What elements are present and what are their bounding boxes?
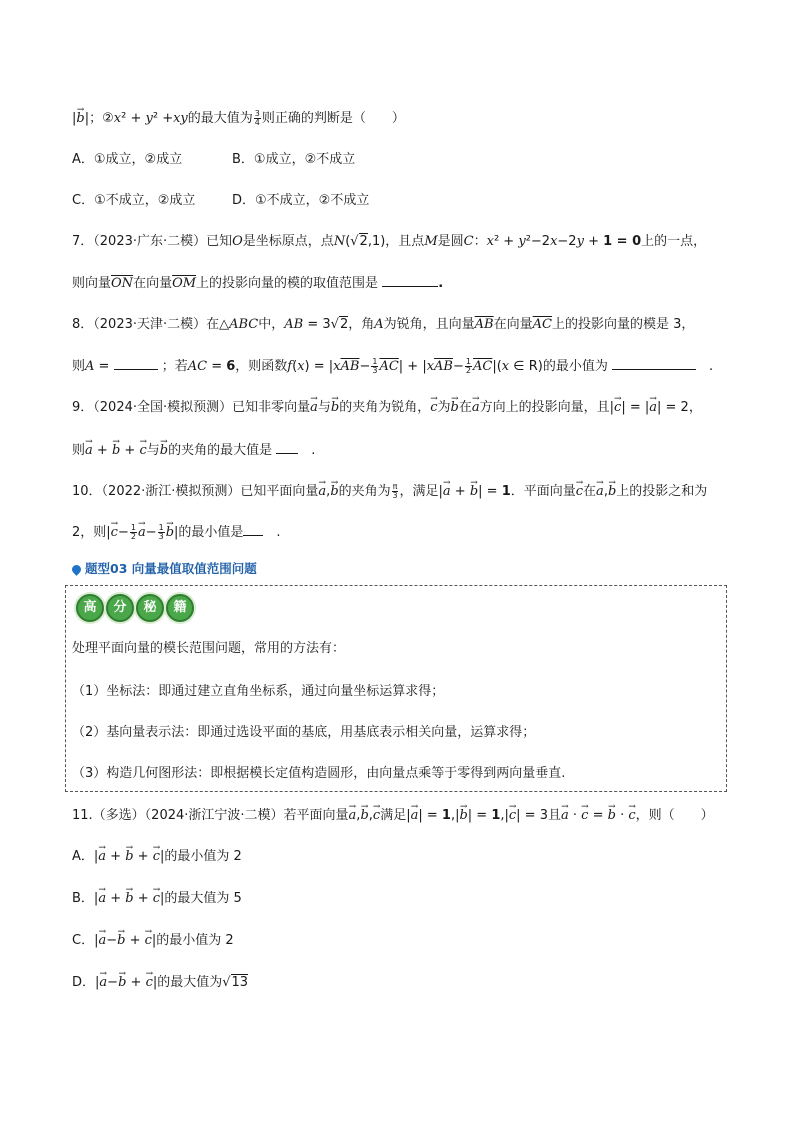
question-10-line1: 10．（2022·浙江·模拟预测）已知平面向量→ a,→ b的夹角为 $\frac{\pi}{3}$ ，满足|→ a + → b| = 1．平面向量→ c在→ a,→ b上的投影之和为	[72, 483, 707, 501]
tip-method-3: （3）构造几何图形法：即根据模长定值构造圆形，由向量点乘等于零得到两向量垂直.	[72, 766, 566, 781]
tip-method-1: （1）坐标法：即通过建立直角坐标系，通过向量坐标运算求得；	[72, 684, 445, 699]
question-11: 11.（多选）（2024·浙江宁波·二模）若平面向量→ a,→ b,→ c满足|→ a| = 1,|→ b| = 1,|→ c| = 3且→ a · → c = → b · → c，则（ ）	[72, 807, 714, 825]
question-7-line1: 7．（2023·广东·二模）已知O是坐标原点，点N(√2,1)，且点M是圆C：x² + y²−2x−2y + 1 = 0上的一点，	[72, 234, 707, 249]
question-10-line2: 2，则|→ c− $\frac{1}{2}$ → a− $\frac{1}{3}$ → b|的最小值是 .	[72, 523, 281, 542]
location-pin-icon	[70, 563, 83, 576]
tip-intro: 处理平面向量的模长范围问题，常用的方法有：	[72, 641, 346, 656]
option-11-b: B．|→ a + → b + → c|的最大值为 5	[72, 890, 242, 908]
question-8-line1: 8．（2023·天津·二模）在△ABC中，AB = 3√2，角A为锐角，且向量$\overline{AB}$在向量$\overline{AC}$上的投影向量的模是 3，	[72, 317, 695, 332]
high-score-secrets-badge: 高 分 秘 籍	[76, 594, 196, 622]
question-9-line2: 则→ a + → b + → c与→ b的夹角的最大值是 .	[72, 441, 315, 460]
question-9-line1: 9．（2024·全国·模拟预测）已知非零向量→ a与→ b的夹角为锐角，→ c为→ b在→ a方向上的投影向量，且|→ c| = |→ a| = 2，	[72, 399, 702, 417]
question-7-line2: 则向量$\overline{ON}$在向量$\overline{OM}$上的投影向量的模的取值范围是 .	[72, 276, 444, 291]
option-b: B．①成立，②不成立	[232, 152, 356, 167]
section-heading: 题型03 向量最值取值范围问题	[72, 560, 257, 578]
question-6-continuation: |→ b|；②x² + y² +xy的最大值为 $\frac{3}{4}$ 则正确的判断是（ ）	[72, 110, 405, 128]
option-11-a: A．|→ a + → b + → c|的最小值为 2	[72, 848, 242, 866]
question-8-line2: 则A = ；若AC = 6，则函数$f(x) = |x\overline{AB}-$ $\frac{1}{3}$ $\overline{AC}| + |x\overline{AB}-$ $\frac{1}{2}$ $\overline{AC}|(x$ ∈ R)的最小值为 .	[72, 357, 714, 375]
tip-method-2: （2）基向量表示法：即通过选设平面的基底，用基底表示相关向量，运算求得；	[72, 725, 536, 740]
option-d: D．①不成立，②不成立	[232, 193, 370, 208]
option-11-d: D．|→ a−→ b + → c|的最大值为√13	[72, 974, 248, 992]
option-a: A．①成立，②成立	[72, 152, 183, 167]
option-c: C．①不成立，②成立	[72, 193, 196, 208]
option-11-c: C．|→ a−→ b + → c|的最小值为 2	[72, 932, 234, 950]
